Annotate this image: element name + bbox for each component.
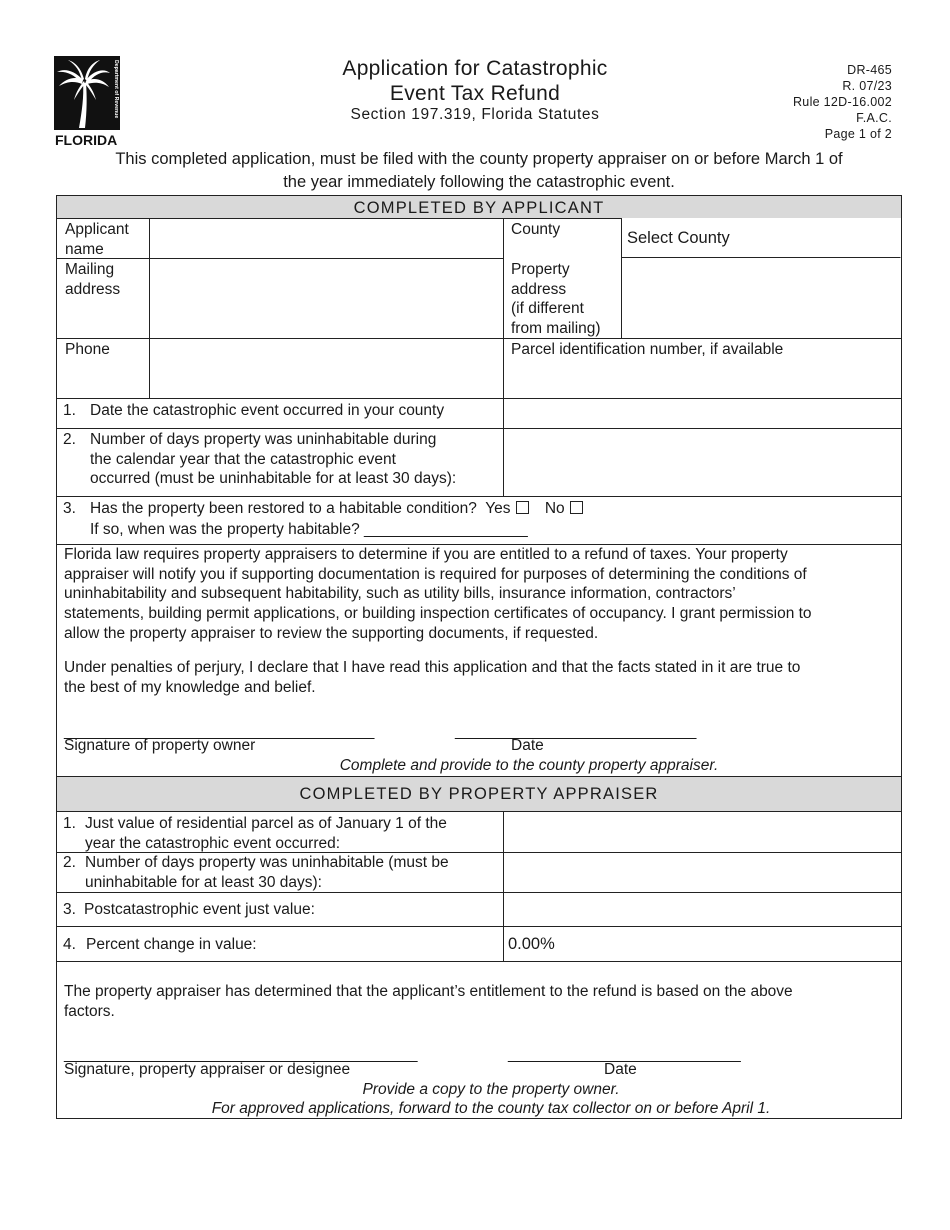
county-label: County [511, 221, 561, 238]
appraiser-days-input[interactable] [504, 853, 901, 892]
question-1-text: Date the catastrophic event occurred in your county [90, 402, 445, 419]
owner-date-label: Date [511, 737, 544, 754]
appraiser-row-1-text: Just value of residential parcel as of January 1 of the year the catastrophic event occurred: [85, 815, 447, 852]
habitable-date-line[interactable]: If so, when was the property habitable? ___________________ [90, 521, 528, 538]
applicant-section-heading: COMPLETED BY APPLICANT [57, 196, 901, 218]
appraiser-signature-line[interactable]: _________________________________________ [64, 1046, 418, 1063]
question-3-text: Has the property been restored to a habitable condition? Yes No [90, 499, 585, 519]
appraiser-signature-label: Signature, property appraiser or designee [64, 1061, 351, 1078]
appraiser-note-1: Provide a copy to the property owner. [362, 1081, 620, 1098]
applicant-name-label: Applicant name [65, 221, 129, 258]
question-2-number: 2. [63, 431, 76, 448]
property-address-label: Property address (if different from mailing) [511, 261, 601, 337]
owner-signature-line[interactable]: ____________________________________ [64, 723, 375, 740]
filing-instructions-line-1: This completed application, must be filed with the county property appraiser on or before March 1 of [115, 150, 843, 168]
applicant-footer-note: Complete and provide to the county property appraiser. [339, 757, 719, 774]
appraiser-row-4-text: Percent change in value: [86, 936, 257, 953]
phone-input[interactable] [150, 339, 503, 398]
phone-label: Phone [65, 341, 110, 358]
county-select[interactable] [622, 218, 901, 258]
yes-label: Yes [485, 500, 511, 517]
form-fac: F.A.C. [856, 111, 892, 125]
logo-dept-text: Department of Revenue [113, 60, 119, 119]
form-subtitle: Section 197.319, Florida Statutes [350, 106, 600, 123]
parcel-id-label: Parcel identification number, if available [511, 341, 784, 358]
appraiser-determination: The property appraiser has determined that the applicant’s entitlement to the refund is based on the above factors. [64, 983, 793, 1020]
appraiser-row-2-text: Number of days property was uninhabitable (must be uninhabitable for at least 30 days): [85, 854, 449, 891]
palm-tree-icon [54, 56, 120, 148]
event-date-input[interactable] [504, 399, 901, 428]
parcel-id-input[interactable] [510, 362, 900, 396]
appraiser-date-line[interactable]: ___________________________ [508, 1046, 741, 1063]
percent-change-value[interactable]: 0.00% [508, 935, 555, 953]
question-2-text: Number of days property was uninhabitable during the calendar year that the catastrophic event occurred (must be uninhabitable for at least 30 days): [90, 431, 457, 487]
property-address-input[interactable] [622, 259, 901, 338]
form-title-line-2: Event Tax Refund [389, 82, 561, 105]
applicant-name-input[interactable] [150, 219, 503, 258]
days-uninhabitable-input[interactable] [504, 429, 901, 496]
form-title-line-1: Application for Catastrophic [342, 57, 608, 80]
appraiser-row-2-number: 2. [63, 854, 76, 871]
just-value-input[interactable] [504, 812, 901, 852]
appraiser-section-heading: COMPLETED BY PROPERTY APPRAISER [57, 777, 901, 811]
form-revision: R. 07/23 [842, 79, 892, 93]
filing-instructions [56, 148, 902, 194]
appraiser-row-3-text: Postcatastrophic event just value: [84, 901, 315, 918]
yes-checkbox[interactable] [516, 501, 529, 514]
appraiser-note-2: For approved applications, forward to the county tax collector on or before April 1. [211, 1100, 771, 1117]
logo-state-text: FLORIDA [55, 132, 118, 148]
postcatastrophic-value-input[interactable] [504, 893, 901, 926]
appraiser-row-4-number: 4. [63, 936, 76, 953]
perjury-declaration: Under penalties of perjury, I declare that I have read this application and that the facts stated in it are true to the best of my knowledge and belief. [64, 659, 801, 696]
appraiser-date-label: Date [604, 1061, 637, 1078]
county-select-value: Select County [627, 229, 730, 247]
form-rule: Rule 12D-16.002 [792, 95, 892, 109]
owner-date-line[interactable]: ____________________________ [455, 723, 697, 740]
mailing-address-label: Mailing address [65, 261, 121, 298]
page-number: Page 1 of 2 [824, 127, 892, 141]
no-label: No [544, 500, 565, 517]
question-3-number: 3. [63, 500, 76, 517]
florida-dor-logo [54, 56, 120, 148]
appraiser-row-1-number: 1. [63, 815, 76, 832]
appraiser-row-3-number: 3. [63, 901, 76, 918]
documentation-notice: Florida law requires property appraisers to determine if you are entitled to a refund of taxes. Your property appraiser will notify you if supporting documentation is required for purposes of determining the conditions of uninhabitability and subsequent habitability, such as utility bills, insurance information, contractors’ statements, building permit applications, or building inspection certificates of occupancy. I grant permission to allow the property appraiser to review the supporting documents, if requested. [64, 546, 812, 642]
no-checkbox[interactable] [570, 501, 583, 514]
form-meta [793, 62, 892, 142]
question-1-number: 1. [63, 402, 76, 419]
owner-signature-label: Signature of property owner [64, 737, 256, 754]
filing-instructions-line-2: the year immediately following the catastrophic event. [283, 173, 675, 191]
mailing-address-input[interactable] [150, 259, 503, 338]
form-number: DR-465 [847, 63, 892, 77]
